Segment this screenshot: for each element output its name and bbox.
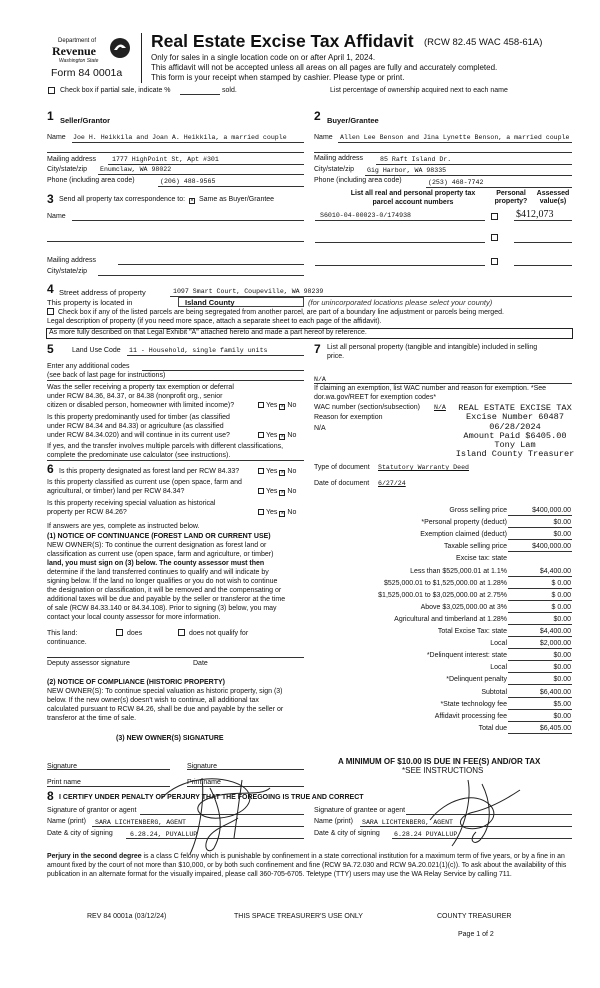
- fee-value[interactable]: $ 0.00: [551, 591, 571, 599]
- fee-underline: [508, 697, 572, 698]
- perjury-alt-format: To ask about the availability of this publication in an alternate format for the visually impaired, please call 360-705-6705. Teletype (TTY) users may use the WA Relay Service by calling 711.: [47, 861, 567, 878]
- q-exemption-3: citizen or disabled person, homeowner with limited income)?: [47, 402, 235, 409]
- fee-label: Total due: [478, 724, 507, 732]
- county-select[interactable]: Island County: [178, 297, 304, 307]
- q-timber-1: Is this property predominantly used for timber (as classified: [47, 414, 230, 421]
- county-treasurer-label: COUNTY TREASURER: [437, 913, 512, 920]
- rcw-reference: (RCW 82.45 WAC 458-61A): [424, 37, 543, 48]
- personal-property-header: Personal property?: [494, 190, 528, 206]
- personal-property-text-1: List all personal property (tangible and intangible) included in selling: [327, 344, 538, 351]
- personal-property-line: [314, 383, 572, 384]
- assessed-line-3: [514, 265, 572, 266]
- buyer-city[interactable]: Gig Harbor, WA 98335: [367, 167, 447, 174]
- fee-value[interactable]: $0.00: [553, 531, 571, 539]
- section-7-number: 7: [314, 342, 321, 356]
- fee-underline: [508, 636, 572, 637]
- continuance-line-3: land, you must sign on (3) below. The county assessor must then: [47, 560, 265, 567]
- header-line-3: This form is your receipt when stamped by cashier. Please type or print.: [151, 73, 405, 82]
- same-as-buyer-label: Same as Buyer/Grantee: [198, 196, 275, 203]
- street-label: Street address of property: [59, 288, 146, 297]
- q-exemption-no-checkbox[interactable]: ×: [280, 404, 285, 410]
- grantor-signature-label: Signature of grantor or agent: [47, 807, 137, 814]
- assessed-line-1: [514, 220, 572, 221]
- header-line-2: This affidavit will not be accepted unless all areas on all pages are fully and accurately completed.: [151, 63, 498, 72]
- land-does-label: does: [127, 630, 143, 637]
- fee-label: $1,525,000.01 to $3,025,000.00 at 2.75%: [378, 591, 507, 599]
- land-does-checkbox[interactable]: [116, 629, 123, 636]
- fee-value[interactable]: $0.00: [553, 676, 571, 684]
- buyer-phone[interactable]: (253) 468-7742: [428, 179, 484, 186]
- fee-label: *State technology fee: [440, 700, 507, 708]
- fee-underline: [508, 539, 572, 540]
- q-historic-2: property per RCW 84.26?: [47, 509, 127, 516]
- seller-name[interactable]: Joe H. Heikkila and Joan A. Heikkila, a married couple: [73, 134, 287, 141]
- continuance-line-8: of sale (RCW 84.33.140 or 84.34.108). Prior to signing (3) below, you may: [47, 605, 277, 612]
- q-current-use-no-checkbox[interactable]: ×: [280, 490, 285, 496]
- section-3-number: 3: [47, 192, 54, 206]
- personal-property-checkbox-1[interactable]: [491, 213, 498, 220]
- fee-label: Total Excise Tax: state: [437, 628, 507, 635]
- perjury-text: is a class C felony which is punishable by confinement in a state correctional institution for a maximum term of five years, or by a fine in an amount fixed by the court of not more than $10,000, or by both such confinement and fine (RCW 9A.72.030 and RCW 9A.20.021(1)(c)).: [47, 853, 565, 869]
- buyer-phone-line: [426, 187, 572, 188]
- buyer-phone-label: Phone (including area code): [314, 177, 402, 184]
- stamp-line-1: REAL ESTATE EXCISE TAX: [458, 403, 572, 413]
- no-label: No: [287, 488, 297, 495]
- yes-label: Yes: [266, 468, 278, 475]
- fee-value[interactable]: $4,400.00: [539, 567, 571, 575]
- logo-name: Revenue: [52, 44, 96, 58]
- q-exemption-yes-checkbox[interactable]: [258, 402, 264, 408]
- continuance-label: continuance.: [47, 639, 87, 646]
- historic-title: (2) NOTICE OF COMPLIANCE (HISTORIC PROPERTY): [47, 679, 225, 686]
- corr-city-label: City/state/zip: [47, 268, 88, 275]
- q-forest-no-checkbox[interactable]: ×: [280, 470, 285, 476]
- fee-underline: [508, 648, 572, 649]
- buyer-mail[interactable]: 85 Raft Island Dr.: [380, 156, 452, 163]
- section-8-number: 8: [47, 789, 54, 803]
- segregated-checkbox[interactable]: [47, 308, 54, 315]
- sold-label: sold.: [222, 87, 237, 94]
- q-exemption-2: under RCW 84.36, 84.37, or 84.38 (nonprofit org., senior: [47, 393, 223, 400]
- deputy-line: [47, 657, 304, 658]
- continuance-line-6: the designation or classification, it will be removed and the compensating or: [47, 587, 282, 594]
- buyer-name-label: Name: [314, 134, 333, 141]
- correspondence-label: [59, 196, 274, 204]
- seller-phone-label: Phone (including area code): [47, 177, 135, 184]
- parcels-header-2: parcel account numbers: [372, 199, 454, 206]
- fee-underline: [508, 600, 572, 601]
- q-historic-yes-checkbox[interactable]: [258, 509, 264, 515]
- fee-underline: [508, 709, 572, 710]
- list-pct-note: List percentage of ownership acquired next to each name: [330, 87, 508, 94]
- fee-label: Gross selling price: [449, 507, 507, 514]
- owner-print-label-1: Print name: [47, 779, 81, 786]
- stamp-line-3: 06/28/2024: [489, 421, 541, 432]
- no-label: No: [287, 432, 297, 439]
- revenue-logo-icon: [108, 36, 132, 60]
- grantee-date[interactable]: 6.28.24 PUYALLUP: [394, 831, 458, 838]
- document-date-label: Date of document: [314, 480, 370, 487]
- fee-value[interactable]: $400,000.00: [532, 507, 571, 514]
- stamp-line-5: Tony Lam: [494, 440, 536, 451]
- section-5-number: 5: [47, 342, 54, 356]
- seller-mail[interactable]: 1777 HighPoint St, Apt #301: [112, 156, 219, 163]
- continuance-line-9: contact your local county assessor for more information.: [47, 614, 221, 621]
- yes-label: Yes: [266, 509, 278, 516]
- reason-value[interactable]: N/A: [314, 425, 326, 432]
- personal-property-text-2: price.: [327, 353, 345, 360]
- owner-print-label-2: Print name: [187, 779, 221, 786]
- legal-label: Legal description of property (if you need more space, attach a separate sheet to each page of the affidavit).: [47, 318, 382, 325]
- yes-label: Yes: [266, 402, 278, 409]
- historic-line-2: below. If the new owner(s) doesn't wish to continue, all additional tax: [47, 697, 259, 704]
- q-timber-answer: [256, 432, 296, 440]
- header-line-1: Only for sales in a single location code on or after April 1, 2024.: [151, 53, 376, 62]
- grantee-signature-label: Signature of grantee or agent: [314, 807, 406, 814]
- historic-line-1: NEW OWNER(S): To continue special valuation as historic property, sign (3): [47, 688, 283, 695]
- seller-city[interactable]: Enumclaw, WA 98022: [100, 166, 172, 173]
- seller-phone[interactable]: (206) 488-9565: [160, 178, 216, 185]
- fee-label: Agricultural and timberland at 1.28%: [394, 615, 507, 623]
- parcel-line-3: [315, 265, 485, 266]
- corr-name-line: [72, 220, 304, 221]
- parcel-line-1: [315, 220, 485, 221]
- minimum-fee-notice: A MINIMUM OF $10.00 IS DUE IN FEE(S) AND/OR TAX: [338, 757, 541, 766]
- buyer-title: Buyer/Grantee: [327, 116, 379, 125]
- buyer-mail-label: Mailing address: [314, 155, 364, 162]
- fee-value[interactable]: $6,400.00: [539, 688, 571, 696]
- buyer-mail-line: [376, 164, 572, 165]
- buyer-city-line: [365, 175, 572, 176]
- fee-value[interactable]: $0.00: [553, 664, 571, 672]
- continuance-line-1: NEW OWNER(S): To continue the current designation as forest land or: [47, 542, 267, 549]
- assessed-value[interactable]: $412,073: [516, 209, 554, 220]
- partial-sale-label: Check box if partial sale, indicate %: [60, 87, 171, 94]
- additional-codes-note: (see back of last page for instructions): [47, 372, 166, 379]
- fee-value[interactable]: $2,000.00: [539, 640, 571, 648]
- stamp-line-4: Amount Paid $6405.00: [463, 430, 567, 441]
- deputy-date-label: Date: [193, 660, 208, 667]
- continuance-line-5: signing below. If the land no longer qualifies or you do not wish to continue: [47, 578, 278, 585]
- buyer-blank-line: [314, 152, 572, 153]
- fee-value[interactable]: $0.00: [553, 712, 571, 720]
- q-historic-1: Is this property receiving special valuation as historical: [47, 500, 216, 507]
- correspondence-text: Send all property tax correspondence to:: [59, 196, 186, 203]
- q-multiple-2: complete the predominate use calculator (see instructions).: [47, 452, 231, 459]
- fee-underline: [508, 576, 572, 577]
- fee-label: $525,000.01 to $1,525,000.00 at 1.28%: [384, 579, 507, 587]
- reason-label: Reason for exemption: [314, 414, 383, 421]
- segregated-label: Check box if any of the listed parcels are being segregated from another parcel, are part of a boundary line adjustment or parcels being merged.: [58, 309, 504, 316]
- q-exemption-1: Was the seller receiving a property tax exemption or deferral: [47, 384, 234, 391]
- grantor-date-label: Date & city of signing: [47, 830, 113, 837]
- fee-underline: [508, 624, 572, 625]
- fee-label: Less than $525,000.01 at 1.1%: [410, 567, 507, 575]
- fee-value[interactable]: $0.00: [553, 615, 571, 623]
- fee-underline: [508, 551, 572, 552]
- q-timber-3: under RCW 84.34.020) and will continue in its current use?: [47, 432, 230, 439]
- fee-underline: [508, 721, 572, 722]
- buyer-name-line: [338, 142, 572, 143]
- seller-phone-line: [158, 186, 304, 187]
- q-current-use-yes-checkbox[interactable]: [258, 488, 264, 494]
- grantee-date-label: Date & city of signing: [314, 830, 380, 837]
- grantee-signature-image: [420, 770, 530, 850]
- fee-underline: [508, 733, 572, 734]
- fee-label: *Delinquent interest: state: [426, 652, 507, 660]
- q-multiple-1: If yes, and the transfer involves multiple parcels with different classifications,: [47, 443, 284, 450]
- continuance-line-7: additional taxes will be due and payable by the seller or transferor at the time: [47, 596, 286, 603]
- fee-value[interactable]: $5.00: [553, 700, 571, 708]
- owner-signature-label-1: Signature: [47, 763, 77, 770]
- grantor-name-label: Name (print): [47, 818, 86, 825]
- parcel-number[interactable]: S6010-04-00023-0/174938: [320, 212, 412, 219]
- q-forest: Is this property designated as forest land per RCW 84.33?: [59, 468, 240, 475]
- fee-label: Exemption claimed (deduct): [420, 531, 507, 539]
- q-forest-answer: [256, 468, 296, 476]
- buyer-city-label: City/state/zip: [314, 166, 355, 173]
- fee-label: Affidavit processing fee: [434, 712, 507, 720]
- stamp-line-6: Island County Treasurer: [455, 449, 575, 460]
- certify-statement: I CERTIFY UNDER PENALTY OF PERJURY THAT THE FOREGOING IS TRUE AND CORRECT: [59, 794, 364, 801]
- fee-value[interactable]: $400,000.00: [532, 543, 571, 551]
- assessed-value-header: Assessed value(s): [536, 190, 570, 206]
- fee-underline: [508, 660, 572, 661]
- form-revision: REV 84 0001a (03/12/24): [87, 913, 167, 920]
- legal-description[interactable]: As more fully described on that Legal Exhibit "A" attached hereto and made a part hereof by reference.: [46, 328, 573, 339]
- q-historic-answer: [256, 509, 296, 517]
- parcel-line-2: [315, 242, 485, 243]
- historic-line-4: transferor at the time of sale.: [47, 715, 137, 722]
- same-as-buyer-checkbox[interactable]: ×: [190, 198, 194, 204]
- additional-codes-line: [142, 370, 304, 371]
- q-historic-no-checkbox[interactable]: ×: [280, 511, 285, 517]
- form-title: Real Estate Excise Tax Affidavit: [151, 31, 414, 51]
- q-current-use-answer: [256, 488, 296, 496]
- document-type-label: Type of document: [314, 464, 370, 471]
- fee-value[interactable]: $0.00: [553, 519, 571, 527]
- section-5-bottom-line: [47, 460, 304, 461]
- seller-name-label: Name: [47, 134, 66, 141]
- fee-value[interactable]: $ 0.00: [551, 603, 571, 611]
- exemption-text-1: If claiming an exemption, list WAC number and reason for exemption. *See: [314, 385, 547, 392]
- corr-city-line: [98, 275, 304, 276]
- located-label: This property is located in: [47, 298, 133, 307]
- partial-pct-line: [180, 94, 220, 95]
- no-label: No: [287, 509, 297, 516]
- seller-city-line: [98, 174, 304, 175]
- section-2-number: 2: [314, 109, 321, 123]
- q-current-use-1: Is this property classified as current use (open space, farm and: [47, 479, 242, 486]
- document-date[interactable]: 6/27/24: [378, 480, 406, 487]
- see-instructions: *SEE INSTRUCTIONS: [402, 766, 484, 775]
- fee-underline: [508, 515, 572, 516]
- historic-line-3: calculated pursuant to RCW 84.26, shall be due and payable by the seller or: [47, 706, 284, 713]
- section-1-number: 1: [47, 109, 54, 123]
- exemption-text-2: dor.wa.gov/REET for exemption codes*: [314, 394, 437, 401]
- correspondence-name-label: Name: [47, 213, 66, 220]
- land-use-label: Land Use Code: [72, 347, 121, 354]
- logo-dept: Department of: [58, 38, 97, 44]
- fee-value[interactable]: $6,405.00: [539, 724, 571, 732]
- fee-label: Taxable selling price: [443, 543, 507, 551]
- seller-mail-line: [108, 164, 304, 165]
- partial-sale-checkbox[interactable]: [48, 87, 55, 94]
- fee-label: Above $3,025,000.00 at 3%: [420, 603, 507, 611]
- personal-property-checkbox-3[interactable]: [491, 258, 498, 265]
- land-does-not-label: does not qualify for: [189, 630, 249, 637]
- continuance-title: (1) NOTICE OF CONTINUANCE (FOREST LAND OR CURRENT USE): [47, 533, 271, 540]
- q-forest-yes-checkbox[interactable]: [258, 468, 264, 474]
- yes-label: Yes: [266, 432, 278, 439]
- perjury-title: Perjury in the second degree: [47, 853, 142, 860]
- no-label: No: [287, 402, 297, 409]
- if-yes-instructions: If answers are yes, complete as instructed below.: [47, 523, 200, 530]
- fee-underline: [508, 588, 572, 589]
- continuance-line-4: determine if the land transferred continues to qualify and will indicate by: [47, 569, 269, 576]
- fee-underline: [508, 672, 572, 673]
- corr-mail-line: [118, 264, 304, 265]
- this-land-label: This land:: [47, 630, 78, 637]
- seller-title: Seller/Grantor: [60, 116, 111, 125]
- street-address[interactable]: 1097 Smart Court, Coupeville, WA 98239: [173, 288, 324, 295]
- parcels-header-1: List all real and personal property tax: [350, 190, 476, 197]
- fee-value[interactable]: $0.00: [553, 652, 571, 660]
- fee-label: Local: [490, 640, 507, 648]
- personal-property-checkbox-2[interactable]: [491, 234, 498, 241]
- form-number: Form 84 0001a: [51, 67, 123, 79]
- fee-label: *Personal property (deduct): [421, 519, 507, 527]
- land-use-code[interactable]: 11 - Household, single family units: [129, 347, 268, 354]
- corr-blank-line: [47, 241, 304, 242]
- fee-label: Subtotal: [481, 688, 507, 696]
- land-does-not-checkbox[interactable]: [178, 629, 185, 636]
- no-label: No: [287, 468, 297, 475]
- fee-label: Local: [490, 664, 507, 672]
- fee-underline: [508, 684, 572, 685]
- owner-signature-label-2: Signature: [187, 763, 217, 770]
- additional-codes-label: Enter any additional codes: [47, 363, 130, 370]
- perjury-paragraph: [47, 853, 575, 879]
- q-current-use-2: agricultural, or timber) land per RCW 84.34?: [47, 488, 185, 495]
- buyer-name[interactable]: Allen Lee Benson and Jina Lynette Benson, a married couple: [340, 134, 570, 141]
- county-note: (for unincorporated locations please select your county): [308, 298, 493, 307]
- section-4-number: 4: [47, 282, 54, 296]
- q-timber-yes-checkbox[interactable]: [258, 432, 264, 438]
- new-owner-signature-title: (3) NEW OWNER(S) SIGNATURE: [116, 735, 224, 742]
- q-exemption-answer: [256, 402, 296, 410]
- fee-label: *Delinquent penalty: [446, 676, 507, 684]
- fee-underline: [508, 527, 572, 528]
- seller-name-line: [72, 142, 304, 143]
- grantor-date[interactable]: 6.28.24, PUYALLUP: [130, 831, 198, 838]
- q-timber-no-checkbox[interactable]: ×: [280, 434, 285, 440]
- fee-underline: [508, 612, 572, 613]
- fee-value[interactable]: $ 0.00: [551, 579, 571, 587]
- stamp-line-2: Excise Number 60487: [466, 412, 564, 423]
- logo-state: Washington State: [59, 58, 99, 64]
- seller-mail-label: Mailing address: [47, 156, 97, 163]
- additional-codes-line-2: [47, 380, 304, 381]
- header-divider: [141, 33, 142, 83]
- grantee-name-label: Name (print): [314, 818, 353, 825]
- section-6-number: 6: [47, 462, 54, 476]
- treasurer-stamp: [450, 404, 580, 460]
- personal-property-value[interactable]: N/A: [314, 376, 326, 383]
- assessed-line-2: [514, 242, 572, 243]
- grantor-name[interactable]: SARA LICHTENBERG, AGENT: [95, 819, 187, 826]
- continuance-line-2: classification as current use (open space, farm and agriculture, or timber): [47, 551, 274, 558]
- deputy-signature-label: Deputy assessor signature: [47, 660, 130, 667]
- fee-value[interactable]: $4,400.00: [539, 628, 571, 635]
- corr-mail-label: Mailing address: [47, 257, 97, 264]
- document-type[interactable]: Statutory Warranty Deed: [378, 464, 470, 471]
- grantee-name[interactable]: SARA LICHTENBERG, AGENT: [362, 819, 454, 826]
- q-timber-2: under RCW 84.34 and 84.33) or agriculture (as classified: [47, 423, 224, 430]
- treasurer-space: THIS SPACE TREASURER'S USE ONLY: [234, 913, 363, 920]
- seller-city-label: City/state/zip: [47, 166, 88, 173]
- land-use-line: [127, 355, 304, 356]
- wac-value[interactable]: N/A: [434, 404, 446, 411]
- yes-label: Yes: [266, 488, 278, 495]
- fee-label: Excise tax: state: [456, 555, 507, 563]
- page-number: Page 1 of 2: [458, 931, 494, 938]
- grantor-signature-image: [150, 758, 310, 858]
- wac-label: WAC number (section/subsection): [314, 404, 420, 411]
- seller-blank-line: [47, 152, 304, 153]
